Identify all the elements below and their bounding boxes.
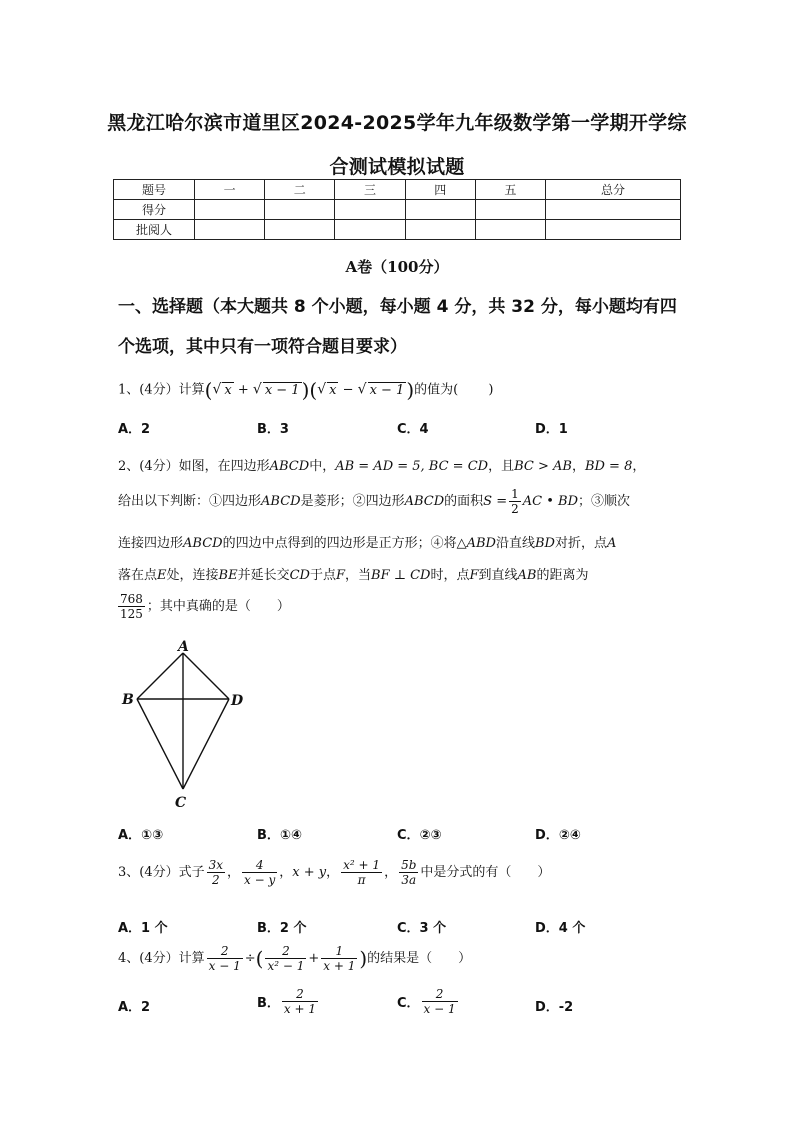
q2-text: 中， [309,459,336,474]
q1-xm1-2: x − 1 [369,382,405,398]
q1-minus: − [342,382,354,398]
q2-bfcd: BF ⊥ CD [371,568,431,583]
q3-e3: x + y [292,865,327,880]
q3-prefix: 3、(4分）式子 [118,865,205,880]
q2-text: ， [632,459,646,474]
q3-option-a[interactable]: A．1 个 [118,921,168,936]
q2-text: 连接四边形 [118,536,184,551]
table-cell: 批阅人 [114,220,195,240]
q1-plus: + [237,382,249,398]
q4-f3: $\frac{1}{x + 1}$ [323,944,356,973]
q1-option-a[interactable]: A．2 [118,422,151,437]
table-cell [195,220,265,240]
table-cell: 一 [195,180,265,200]
q2-ab: AB [517,568,537,583]
table-cell [195,200,265,220]
q2-option-c[interactable]: C．②③ [397,828,442,843]
q1-prefix: 1、(4分）计算 [118,382,205,398]
q2-f: F [469,568,479,583]
q3-sep: ， [279,865,293,880]
q1-suffix: 的值为( ) [414,382,494,398]
q3-option-c[interactable]: C．3 个 [397,921,447,936]
label-b: B [122,692,134,708]
q2-text: 对折，点 [554,536,607,551]
q4-option-b[interactable]: B． $\frac{2}{x + 1}$ [257,987,317,1016]
q2-text: 于点 [309,568,336,583]
table-cell: 得分 [114,200,195,220]
page-title-line2: 合测试模拟试题 [329,156,465,178]
page-title-line1: 黑龙江哈尔滨市道里区2024-2025学年九年级数学第一学期开学综 [107,112,687,134]
q2-text: 的距离为 [536,568,589,583]
q2-text: ，且 [488,459,515,474]
q2-abcd: ABCD [404,494,445,509]
q2-option-a[interactable]: A．①③ [118,828,164,843]
table-cell: 题号 [114,180,195,200]
q2-e: E [157,568,167,583]
table-cell [546,220,681,240]
q1-x: x [224,382,232,398]
q4-f2: $\frac{2}{\text{x² − 1}}$ [267,944,305,973]
q2-text: 时，点 [430,568,470,583]
q2-line4 [118,564,589,583]
q4-option-a[interactable]: A．2 [118,1000,151,1015]
volume-label: A卷（100分） [345,258,449,276]
table-cell [405,220,475,240]
q2-abcd: ABCD [183,536,223,551]
table-cell [265,200,335,220]
table-cell [335,220,405,240]
q2-bd: BD [534,536,555,551]
q2-text: 并延长交 [237,568,290,583]
q2-line5 [118,592,290,621]
q3-option-b[interactable]: B．2 个 [257,921,307,936]
question-4: 4、(4分）计算 $\frac{2}{x - 1}$ ÷( $\frac{2}{\text{x² − 1}}$ + $\frac{1}{x + 1}$ )的结果是（ ） [118,944,472,973]
table-cell [335,200,405,220]
score-table [113,179,681,240]
q2-text: 沿直线 [495,536,535,551]
q2-text: 到直线 [478,568,518,583]
label-d: D [231,693,244,709]
q2-f: F [335,568,346,583]
q3-option-d[interactable]: D．4 个 [535,921,586,936]
label-c: C [175,795,187,810]
table-cell: 总分 [546,180,681,200]
q2-cond2: BC > AB [514,459,572,474]
q1-x-2: x [329,382,337,398]
q2-text: 的四边中点得到的四边形是正方形；④将 [222,536,457,551]
q4-f1: $\frac{2}{x - 1}$ [208,944,241,973]
table-cell: 二 [265,180,335,200]
table-cell: 三 [335,180,405,200]
q2-text: 落在点 [118,568,158,583]
table-cell [475,220,545,240]
q2-abcd: ABCD [269,459,310,474]
q4-suffix: 的结果是（ ） [367,951,472,966]
q2-text: ；③顺次 [578,494,631,509]
q2-cond3: BD = 8 [584,459,633,474]
q2-a: A [606,536,617,551]
table-cell [265,220,335,240]
q2-s: S = [483,494,508,509]
q2-be: BE [218,568,238,583]
q4-div: ÷ [244,951,256,966]
q2-cond1: AB = AD = 5, BC = CD [335,459,489,474]
q2-abcd: ABCD [261,494,301,509]
q4-plus: + [308,951,320,966]
q2-frac: $\frac{768}{125}$ [120,592,143,621]
q3-sep: ， [384,865,398,880]
table-cell [405,200,475,220]
table-cell [475,200,545,220]
q2-option-d[interactable]: D．②④ [535,828,581,843]
q1-option-c[interactable]: C．4 [397,422,429,437]
table-cell: 四 [405,180,475,200]
q2-acbd: AC • BD [522,494,578,509]
q1-xm1: x − 1 [264,382,300,398]
q2-text: ；其中真确的是（ ） [146,599,290,614]
q2-text: ， [571,459,585,474]
table-cell [546,200,681,220]
q4-option-d[interactable]: D．-2 [535,1000,574,1015]
table-cell: 五 [475,180,545,200]
q3-sep: ， [326,865,340,880]
q2-line2 [118,487,630,516]
table-row [114,200,681,220]
section-heading: 一、选择题（本大题共 8 个小题，每小题 4 分，共 32 分，每小题均有四个选项，其中只有一项符合题目要求） [118,297,677,357]
q3-f5: $\frac{5b}{3a}$ [401,858,417,887]
q2-text: 2、(4分）如图，在四边形 [118,459,270,474]
label-a: A [178,639,189,655]
q1-option-d[interactable]: D．1 [535,422,568,437]
q3-f4: $\frac{\text{x² + 1}}{\pi}$ [343,858,381,887]
question-3 [118,858,550,887]
q2-line3 [118,532,616,551]
q2-text: 是菱形；②四边形 [300,494,405,509]
q2-text: 给出以下判断：①四边形 [118,494,262,509]
q2-text: 的面积 [444,494,484,509]
q2-option-b[interactable]: B．①④ [257,828,302,843]
question-1: 1、(4分）计算(√ x + √ x − 1 )(√ x − √ x − 1 )的值为( ) [118,378,494,402]
q1-option-b[interactable]: B．3 [257,422,289,437]
q3-f1: $\frac{3x}{2}$ [208,858,224,887]
q2-line1 [118,455,645,474]
q2-text: 处，连接 [166,568,219,583]
kite-figure [115,635,250,810]
table-row [114,220,681,240]
q2-cd: CD [289,568,310,583]
q4-prefix: 4、(4分）计算 [118,951,205,966]
q3-suffix: 中是分式的有（ ） [420,865,551,880]
q4-option-c[interactable]: C． $\frac{2}{x - 1}$ [397,987,456,1016]
q2-tri: △ABD [456,536,496,551]
q2-text: ，当 [345,568,372,583]
table-row [114,180,681,200]
q2-half: $\frac{1}{2}$ [511,487,519,516]
q3-f2: $\frac{4}{x - y}$ [244,858,276,887]
q3-sep: ， [227,865,241,880]
